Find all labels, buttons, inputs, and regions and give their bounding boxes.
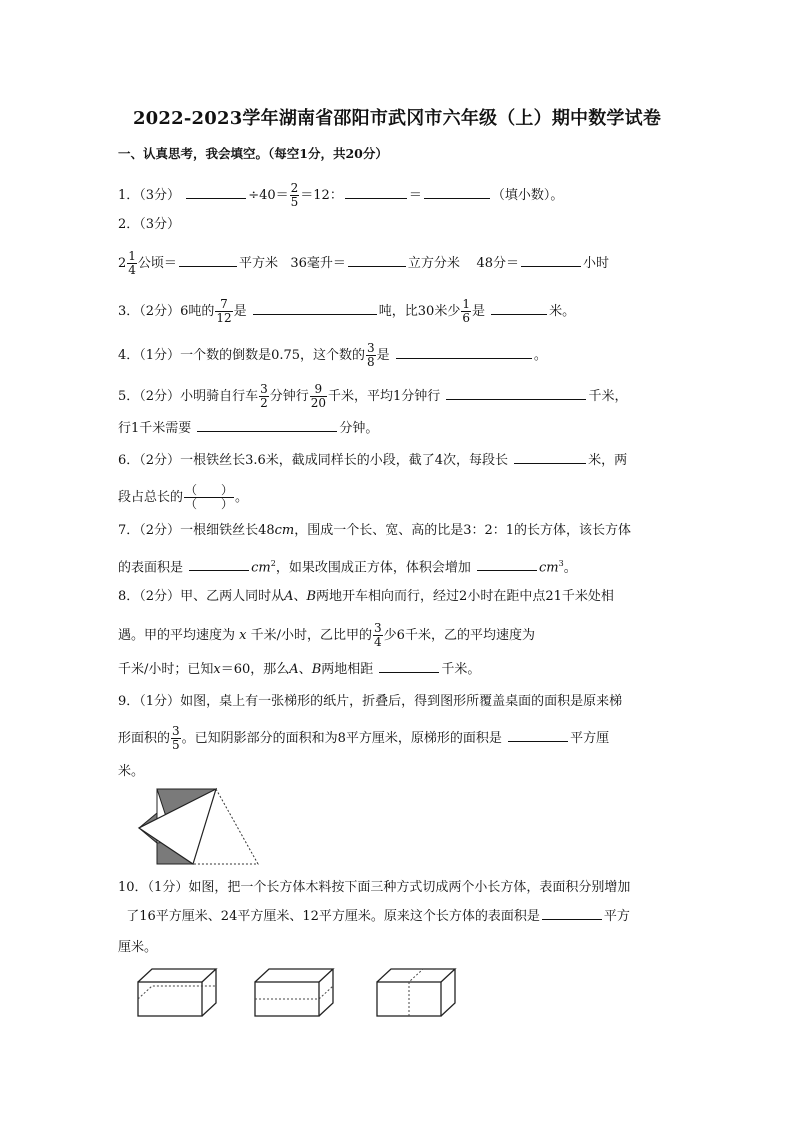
question-score: （2分） xyxy=(139,304,181,319)
question-6 xyxy=(118,451,627,471)
question-text: 。 xyxy=(563,560,577,576)
question-text: 形面积的 xyxy=(118,731,171,746)
fraction: $\frac{3}{2}$ xyxy=(260,382,268,410)
question-text: 、 xyxy=(298,662,312,677)
question-number: 4． xyxy=(118,348,140,363)
answer-blank[interactable] xyxy=(189,558,249,571)
point-label: A xyxy=(289,662,299,677)
question-text: ＝ xyxy=(408,188,422,203)
fraction-blank[interactable]: $\frac{( )}{( )}$ xyxy=(185,483,234,511)
unit-text: cm xyxy=(539,560,559,576)
question-number: 10． xyxy=(118,880,148,895)
question-number: 3． xyxy=(118,304,140,319)
fraction: $\frac{3}{8}$ xyxy=(367,341,375,369)
question-10-line2 xyxy=(118,907,630,927)
question-number: 1． xyxy=(118,188,140,203)
answer-blank[interactable] xyxy=(508,729,568,742)
question-score: （2分） xyxy=(139,453,181,468)
question-text: 的表面积是 xyxy=(118,560,184,576)
question-text: 一个数的倒数是0.75，这个数的 xyxy=(180,348,366,363)
question-1 xyxy=(118,182,563,209)
question-text: ÷40＝ xyxy=(248,188,289,203)
question-text: 米。 xyxy=(549,304,576,319)
question-number: 2． xyxy=(118,217,140,232)
question-number: 8． xyxy=(118,589,140,604)
question-text: 是 xyxy=(233,304,247,319)
answer-blank[interactable] xyxy=(446,387,586,400)
question-text: 如图，把一个长方体木料按下面三种方式切成两个小长方体，表面积分别增加 xyxy=(188,880,631,895)
question-text: 一根铁丝长3.6米，截成同样长的小段，截了4次，每段长 xyxy=(180,453,509,468)
point-label: A xyxy=(284,589,294,604)
fraction: $\frac{3}{4}$ xyxy=(374,621,382,649)
cuboid-cut-figure-2 xyxy=(254,968,336,1018)
question-text: 平方 xyxy=(603,909,630,924)
question-text: 分钟。 xyxy=(339,421,379,436)
answer-blank[interactable] xyxy=(379,660,439,673)
question-text: 了16平方厘米、24平方厘米、12平方厘米。原来这个长方体的表面积是 xyxy=(126,909,540,924)
answer-blank[interactable] xyxy=(179,254,237,267)
answer-blank[interactable] xyxy=(424,186,490,199)
cut-line xyxy=(255,986,333,999)
question-text: ，如果改围成正方体，体积会增加 xyxy=(275,560,471,576)
question-score: （3分） xyxy=(139,188,181,203)
question-text: 两地开车相向而行，经过2小时在距中点21千米处相 xyxy=(316,589,614,604)
question-text: 公顷＝ xyxy=(137,256,177,271)
question-text: ，围成一个长、宽、高的比是3：2：1的长方体，该长方体 xyxy=(294,523,632,538)
question-text: 是 xyxy=(376,348,390,363)
cuboid-cut-figure-1 xyxy=(137,968,219,1018)
question-score: （1分） xyxy=(139,694,181,709)
fraction: $\frac{7}{12}$ xyxy=(216,297,232,325)
question-text: 段占总长的 xyxy=(118,490,184,505)
question-text: 。 xyxy=(235,490,249,505)
question-text: 千米， xyxy=(588,389,628,404)
cuboid-cut-figure-3 xyxy=(376,968,458,1018)
variable: x xyxy=(239,628,247,643)
answer-blank[interactable] xyxy=(542,907,602,920)
question-text: 少6千米，乙的平均速度为 xyxy=(383,628,535,643)
question-10-line3: 厘米。 xyxy=(118,940,158,955)
question-6-line2 xyxy=(118,484,248,511)
question-text: 6吨的 xyxy=(180,304,215,319)
question-8-line2 xyxy=(118,622,535,649)
question-8 xyxy=(118,587,614,607)
question-text: 千米。 xyxy=(441,662,481,677)
cut-line xyxy=(138,986,216,999)
question-text: 吨，比30米少 xyxy=(378,304,461,319)
point-label: B xyxy=(311,662,322,677)
question-text: 小明骑自行车 xyxy=(180,389,259,404)
question-9-line2 xyxy=(118,725,609,752)
point-label: B xyxy=(306,589,317,604)
question-text: 行1千米需要 xyxy=(118,421,192,436)
question-7-line2 xyxy=(118,554,577,578)
answer-blank[interactable] xyxy=(253,302,377,315)
question-text: 小时 xyxy=(583,256,610,271)
fraction: $\frac{1}{4}$ xyxy=(128,249,136,277)
question-text: 米，两 xyxy=(588,453,628,468)
question-text: 千米，平均1分钟行 xyxy=(328,389,441,404)
answer-blank[interactable] xyxy=(514,451,586,464)
exponent: 2 xyxy=(270,559,276,568)
question-text: 甲、乙两人同时从 xyxy=(180,589,285,604)
question-text: 两地相距 xyxy=(321,662,374,677)
question-score: （3分） xyxy=(139,217,181,232)
cut-line xyxy=(409,969,423,1016)
question-text: 千米/小时，乙比甲的 xyxy=(250,628,373,643)
question-number: 9． xyxy=(118,694,140,709)
question-number: 7． xyxy=(118,523,140,538)
answer-blank[interactable] xyxy=(396,346,532,359)
question-score: （2分） xyxy=(139,389,181,404)
question-5-line2 xyxy=(118,419,378,439)
section-heading: 一、认真思考，我会填空。（每空1分，共20分） xyxy=(118,146,388,161)
question-text: ＝60，那么 xyxy=(220,662,290,677)
question-text: 平方米 xyxy=(238,256,278,271)
question-text: 、 xyxy=(293,589,307,604)
question-9 xyxy=(118,692,622,712)
fraction: $\frac{1}{6}$ xyxy=(462,297,470,325)
fraction: $\frac{2}{5}$ xyxy=(290,181,299,209)
question-text: 2 xyxy=(118,256,127,271)
question-score: （2分） xyxy=(139,523,181,538)
question-text: 平方厘 xyxy=(570,731,610,746)
variable: x xyxy=(213,662,221,677)
unit-text: cm xyxy=(274,523,295,538)
question-text: 遇。甲的平均速度为 xyxy=(118,628,236,643)
question-score: （1分） xyxy=(139,348,181,363)
question-text: 千米/小时；已知 xyxy=(118,662,214,677)
question-number: 6． xyxy=(118,453,140,468)
question-text: 。已知阴影部分的面积和为8平方厘米，原梯形的面积是 xyxy=(181,731,502,746)
question-text: 48分＝ xyxy=(476,256,519,271)
fraction: $\frac{3}{5}$ xyxy=(172,724,180,752)
question-score: （2分） xyxy=(139,589,181,604)
question-3 xyxy=(118,298,575,325)
question-text: 是 xyxy=(471,304,485,319)
page-title: 2022-2023学年湖南省邵阳市武冈市六年级（上）期中数学试卷 xyxy=(132,108,662,129)
question-text: （填小数）。 xyxy=(491,188,564,203)
question-5 xyxy=(118,383,627,410)
question-text: 分钟行 xyxy=(269,389,309,404)
question-score: （1分） xyxy=(147,880,189,895)
question-2-body xyxy=(118,250,609,277)
question-7 xyxy=(118,521,631,541)
question-9-line3: 米。 xyxy=(118,764,145,779)
question-text: 36毫升＝ xyxy=(290,256,346,271)
answer-blank[interactable] xyxy=(477,558,537,571)
unit-text: cm xyxy=(251,560,271,576)
question-text: 一根细铁丝长48 xyxy=(180,523,275,538)
answer-blank[interactable] xyxy=(348,254,406,267)
question-10 xyxy=(118,878,630,898)
question-8-line3 xyxy=(118,660,480,680)
question-2 xyxy=(118,215,180,235)
question-text: 立方分米 xyxy=(407,256,460,271)
answer-blank[interactable] xyxy=(197,419,337,432)
answer-blank[interactable] xyxy=(491,302,547,315)
question-text: ＝12： xyxy=(300,188,343,203)
question-text: 如图，桌上有一张梯形的纸片，折叠后，得到图形所覆盖桌面的面积是原来梯 xyxy=(180,694,623,709)
folded-trapezoid-figure xyxy=(136,786,262,868)
question-4 xyxy=(118,342,547,369)
fraction: $\frac{9}{20}$ xyxy=(310,382,327,410)
answer-blank[interactable] xyxy=(521,254,581,267)
question-number: 5． xyxy=(118,389,140,404)
exponent: 3 xyxy=(558,559,564,568)
answer-blank[interactable] xyxy=(186,186,246,199)
answer-blank[interactable] xyxy=(345,186,407,199)
question-text: 。 xyxy=(533,348,547,363)
